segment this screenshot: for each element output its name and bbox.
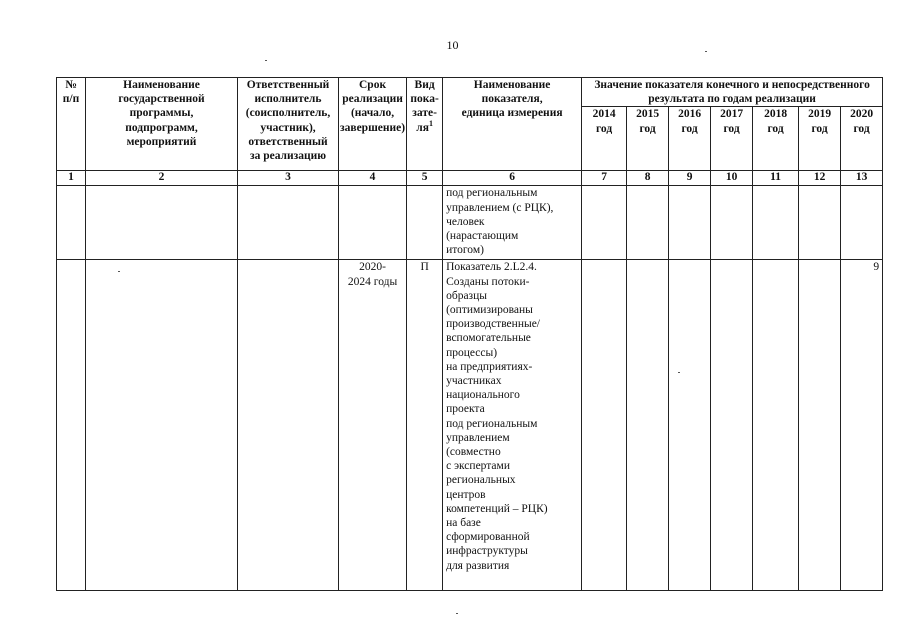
cell-indicator: Показатель 2.L2.4. Созданы потоки- образцы (оптимизированы производственные/ вспомогательные процессы) на предприятиях- участниках национального проекта под региональным управлением (совместно с экспертами региональных центров компетенций – РЦК) на базе сформированной инфраструктуры для развития: [443, 260, 582, 591]
cell-type: П: [407, 260, 443, 591]
cell-type: [407, 186, 443, 260]
cell-value-2019: [799, 186, 841, 260]
table-row: [57, 186, 883, 260]
scan-speck: [705, 51, 707, 52]
cell-num: [57, 186, 86, 260]
column-number: 11: [753, 171, 799, 186]
header-values-group: Значение показателя конечного и непосредственного результата по годам реализации: [582, 78, 883, 107]
cell-value-2018: [753, 186, 799, 260]
header-year-2017: 2017 год: [711, 107, 753, 171]
cell-period: 2020- 2024 годы: [339, 260, 407, 591]
header-year-2014: 2014 год: [582, 107, 627, 171]
header-program: Наименование государственной программы, подпрограмм, мероприятий: [86, 78, 238, 171]
header-year-2015: 2015 год: [627, 107, 669, 171]
header-year-2019: 2019 год: [799, 107, 841, 171]
cell-value-2020: [841, 186, 883, 260]
cell-value-2014: [582, 186, 627, 260]
header-responsible: Ответственный исполнитель (соисполнитель, участник), ответственный за реализацию: [238, 78, 339, 171]
column-number: 1: [57, 171, 86, 186]
column-number: 10: [711, 171, 753, 186]
column-number: 12: [799, 171, 841, 186]
cell-value-2015: [627, 260, 669, 591]
column-number: 4: [339, 171, 407, 186]
cell-num: [57, 260, 86, 591]
cell-program: [86, 186, 238, 260]
cell-value-2019: [799, 260, 841, 591]
header-year-2020: 2020 год: [841, 107, 883, 171]
header-type-footnote: 1: [428, 118, 433, 128]
header-row-1: [57, 78, 883, 107]
column-number: 5: [407, 171, 443, 186]
table-row: [57, 260, 883, 591]
header-indicator: Наименование показателя, единица измерения: [443, 78, 582, 171]
page-number: 10: [446, 38, 459, 52]
cell-value-2017: [711, 260, 753, 591]
column-number-row: [57, 171, 883, 186]
header-type: [407, 78, 443, 171]
header-num: № п/п: [57, 78, 86, 171]
header-type-label: Вид пока- зате- ля: [410, 79, 439, 134]
cell-responsible: [238, 260, 339, 591]
cell-value-2017: [711, 186, 753, 260]
header-period: Срок реализации (начало, завершение): [339, 78, 407, 171]
cell-value-2016: [669, 186, 711, 260]
column-number: 8: [627, 171, 669, 186]
column-number: 2: [86, 171, 238, 186]
cell-value-2016: [669, 260, 711, 591]
header-year-2018: 2018 год: [753, 107, 799, 171]
column-number: 7: [582, 171, 627, 186]
cell-period: [339, 186, 407, 260]
cell-value-2020: 9: [841, 260, 883, 591]
indicators-table: [56, 77, 883, 591]
cell-value-2018: [753, 260, 799, 591]
cell-value-2014: [582, 260, 627, 591]
scan-speck: [456, 613, 458, 614]
column-number: 6: [443, 171, 582, 186]
column-number: 13: [841, 171, 883, 186]
cell-value-2015: [627, 186, 669, 260]
scan-speck: [265, 60, 267, 61]
column-number: 9: [669, 171, 711, 186]
header-year-2016: 2016 год: [669, 107, 711, 171]
cell-responsible: [238, 186, 339, 260]
cell-program: [86, 260, 238, 591]
column-number: 3: [238, 171, 339, 186]
cell-indicator: под региональным управлением (с РЦК), человек (нарастающим итогом): [443, 186, 582, 260]
